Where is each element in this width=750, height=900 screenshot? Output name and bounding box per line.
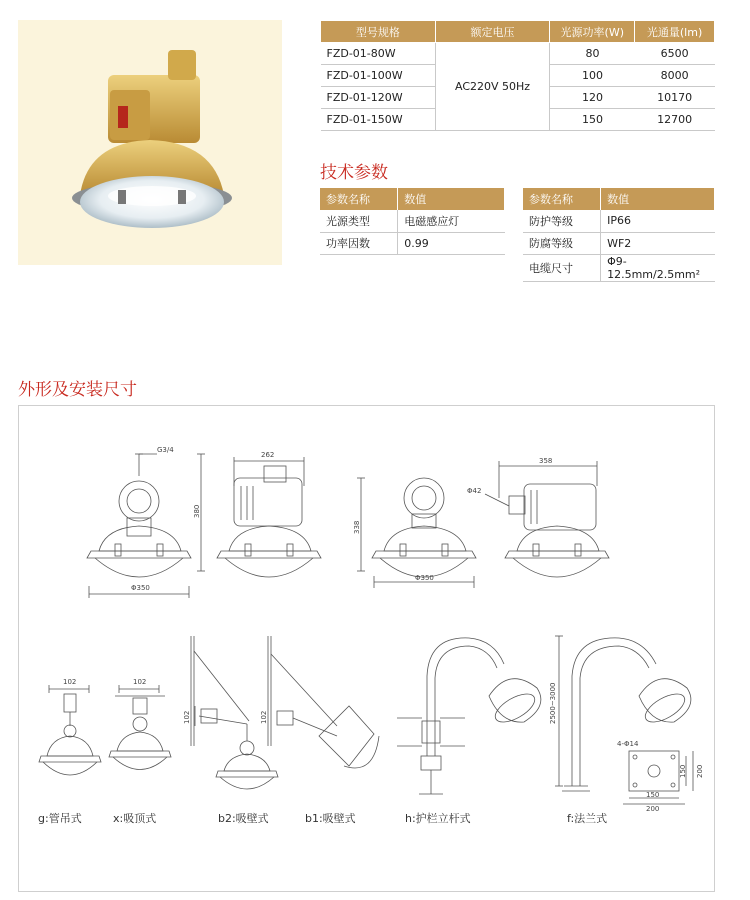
d102-label-b: 102 [133,678,147,686]
param-header-name: 参数名称 [523,188,601,210]
d200-v-label: 200 [696,764,704,778]
param-value: IP66 [601,210,715,232]
d102-label-a: 102 [63,678,77,686]
d102-label-d: 102 [260,710,268,724]
d200-h-label: 200 [646,805,660,813]
voltage-cell: AC220V 50Hz [435,43,550,131]
guardrail-pole-drawing [397,638,541,794]
param-header-name: 参数名称 [320,188,398,210]
flux-cell: 12700 [635,109,715,131]
model-cell: FZD-01-120W [321,87,436,109]
param-value: WF2 [601,232,715,254]
dia-42-label: Φ42 [467,487,482,495]
power-cell: 100 [550,65,635,87]
dia-350-label-a: Φ350 [131,584,150,592]
table-row [320,210,505,232]
caption-g: g:管吊式 [38,812,82,825]
d102-label-c: 102 [183,710,191,724]
d150-v-label: 150 [679,764,687,778]
param-header-value: 数值 [601,188,715,210]
caption-b1: b1:吸壁式 [305,812,356,825]
power-cell: 150 [550,109,635,131]
height-380-label: 380 [193,504,201,518]
flux-cell: 10170 [635,87,715,109]
param-name: 防腐等级 [523,232,601,254]
width-358-label: 358 [539,457,553,465]
width-262-label: 262 [261,451,275,459]
spec-header-flux: 光通量(lm) [635,21,715,43]
model-cell: FZD-01-80W [321,43,436,65]
product-photo [18,20,282,265]
param-table-left [320,188,505,255]
param-name: 光源类型 [320,210,398,232]
table-row [523,232,715,254]
model-cell: FZD-01-100W [321,65,436,87]
explosion-proof-lamp-image [18,20,282,265]
holes-label: 4-Φ14 [617,740,639,748]
power-cell: 120 [550,87,635,109]
ceiling-front-view-drawing [357,478,476,588]
spec-table [320,20,715,131]
param-header-value: 数值 [398,188,505,210]
dia-350-label-b: Φ350 [415,574,434,582]
spec-header-model: 型号规格 [321,21,436,43]
table-row [321,43,715,65]
d150-h-label: 150 [646,791,660,799]
ceiling-mount-drawing [109,685,171,770]
table-row [523,210,715,232]
param-value: 电磁感应灯 [398,210,505,232]
table-row [320,232,505,254]
caption-f: f:法兰式 [567,812,608,825]
param-value: Φ9-12.5mm/2.5mm² [601,254,715,281]
flux-cell: 8000 [635,65,715,87]
pipe-pendant-drawing [39,685,101,775]
wall-mount-b1-drawing [268,636,379,768]
param-name: 电缆尺寸 [523,254,601,281]
side-view-drawing [217,457,321,577]
caption-x: x:吸顶式 [113,812,157,825]
tech-params-heading: 技术参数 [320,163,388,183]
spec-header-power: 光源功率(W) [550,21,635,43]
front-view-drawing [87,454,205,598]
caption-b2: b2:吸壁式 [218,812,269,825]
pole-height-label: 2500~3000 [549,682,557,724]
flux-cell: 6500 [635,43,715,65]
height-338-label: 338 [353,520,361,534]
param-name: 功率因数 [320,232,398,254]
table-row [523,254,715,281]
model-cell: FZD-01-150W [321,109,436,131]
spec-header-voltage: 额定电压 [435,21,550,43]
dimensions-heading: 外形及安装尺寸 [18,380,137,400]
caption-h: h:护栏立杆式 [405,812,471,825]
flange-mount-drawing [555,636,693,804]
param-name: 防护等级 [523,210,601,232]
thread-label: G3/4 [157,446,174,454]
ceiling-side-view-drawing [485,461,609,577]
param-table-right [523,188,715,282]
power-cell: 80 [550,43,635,65]
param-value: 0.99 [398,232,505,254]
